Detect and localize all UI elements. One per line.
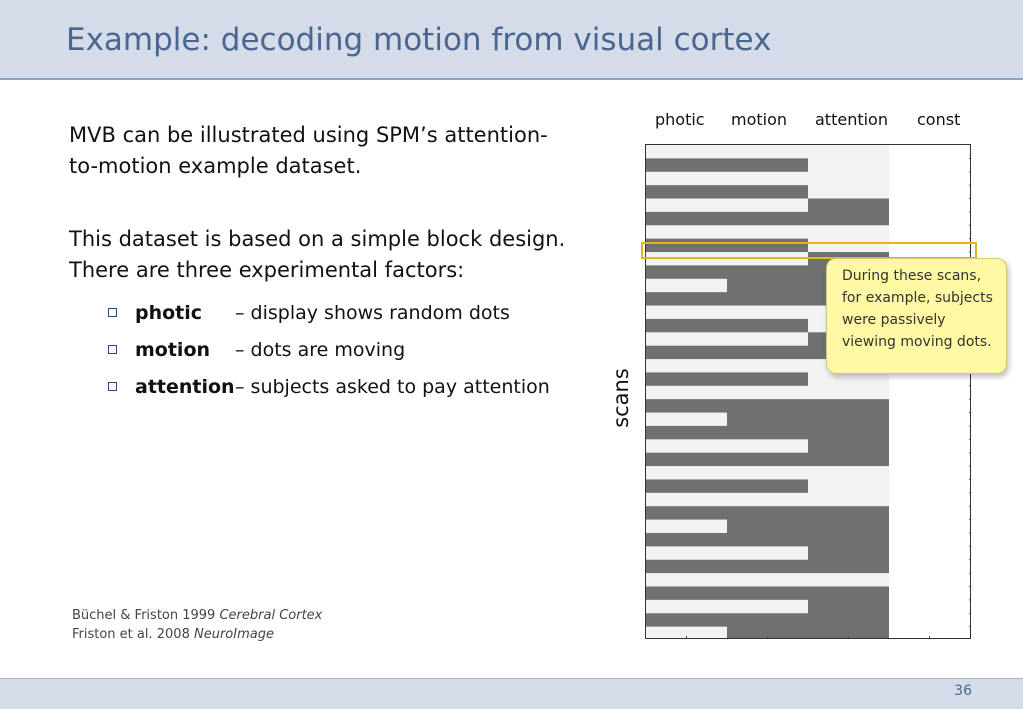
- design-cell: [646, 199, 727, 213]
- design-cell: [808, 199, 889, 213]
- design-cell: [727, 479, 808, 493]
- design-cell: [646, 212, 727, 226]
- design-cell: [727, 506, 808, 520]
- design-cell: [646, 386, 727, 400]
- design-cell: [727, 292, 808, 306]
- design-cell: [727, 359, 808, 373]
- design-cell: [727, 560, 808, 574]
- design-cell: [646, 506, 727, 520]
- design-cell: [808, 506, 889, 520]
- design-cell: [646, 466, 727, 480]
- design-cell: [646, 560, 727, 574]
- design-cell: [808, 172, 889, 186]
- design-cell: [808, 573, 889, 587]
- reference-1: Büchel & Friston 1999 Cerebral Cortex: [72, 608, 323, 623]
- design-cell: [727, 613, 808, 627]
- design-cell: [727, 426, 808, 440]
- design-cell: [808, 520, 889, 534]
- scans-axis-label: scans: [609, 368, 633, 428]
- design-cell: [727, 145, 808, 159]
- design-cell: [727, 600, 808, 614]
- design-cell: [646, 158, 727, 172]
- column-label-motion: motion: [731, 110, 788, 129]
- design-cell: [646, 493, 727, 507]
- square-bullet-icon: [108, 382, 117, 391]
- square-bullet-icon: [108, 308, 117, 317]
- design-cell: [646, 306, 727, 320]
- design-cell: [646, 426, 727, 440]
- design-cell: [727, 372, 808, 386]
- factor-list: [108, 294, 550, 405]
- design-cell: [808, 145, 889, 159]
- factor-item-attention: [108, 368, 550, 405]
- square-bullet-icon: [108, 345, 117, 354]
- design-cell: [727, 332, 808, 346]
- design-cell: [808, 225, 889, 239]
- design-cell: [646, 520, 727, 534]
- design-cell: [646, 546, 727, 560]
- design-cell: [808, 613, 889, 627]
- factor-term: photic: [135, 301, 203, 324]
- design-cell: [646, 453, 727, 467]
- design-cell: [646, 600, 727, 614]
- design-cell: [646, 372, 727, 386]
- design-cell: [646, 399, 727, 413]
- design-cell: [646, 319, 727, 333]
- dataset-paragraph: This dataset is based on a simple block design. There are three experimental factors:: [69, 227, 566, 282]
- column-label-attention: attention: [815, 110, 888, 129]
- column-label-const: const: [917, 110, 961, 129]
- design-cell: [727, 212, 808, 226]
- design-cell: [646, 439, 727, 453]
- factor-term: motion: [135, 338, 211, 361]
- design-cell: [727, 546, 808, 560]
- factor-description: – dots are moving: [235, 338, 406, 361]
- design-cell: [808, 372, 889, 386]
- design-cell: [727, 199, 808, 213]
- design-cell: [727, 413, 808, 427]
- design-cell: [727, 172, 808, 186]
- factor-item-motion: [108, 331, 550, 368]
- design-cell: [646, 185, 727, 199]
- design-cell: [646, 613, 727, 627]
- factor-term: attention: [135, 375, 235, 398]
- design-cell: [727, 466, 808, 480]
- design-cell: [727, 265, 808, 279]
- page-number: 36: [954, 683, 972, 699]
- design-cell: [646, 413, 727, 427]
- design-cell: [646, 346, 727, 360]
- design-cell: [646, 279, 727, 293]
- design-cell: [646, 145, 727, 159]
- design-cell: [727, 399, 808, 413]
- design-cell: [646, 172, 727, 186]
- design-cell: [727, 573, 808, 587]
- design-cell: [727, 346, 808, 360]
- design-cell: [808, 426, 889, 440]
- design-cell: [646, 479, 727, 493]
- references: [72, 606, 322, 644]
- design-cell: [808, 533, 889, 547]
- factor-description: – display shows random dots: [235, 301, 510, 324]
- design-cell: [808, 546, 889, 560]
- design-cell: [808, 493, 889, 507]
- design-cell: [646, 265, 727, 279]
- design-cell: [808, 439, 889, 453]
- design-cell: [727, 225, 808, 239]
- design-matrix: [645, 144, 971, 639]
- design-cell: [808, 453, 889, 467]
- design-cell: [646, 292, 727, 306]
- design-cell: [727, 306, 808, 320]
- design-cell: [808, 466, 889, 480]
- callout-note: During these scans, for example, subjects were passively viewing moving dots.: [826, 258, 1007, 374]
- const-column: [889, 145, 971, 639]
- design-cell: [808, 479, 889, 493]
- intro-paragraph: MVB can be illustrated using SPM’s attention-to-motion example dataset.: [69, 123, 548, 178]
- design-cell: [808, 399, 889, 413]
- design-cell: [808, 212, 889, 226]
- reference-2: Friston et al. 2008 NeuroImage: [72, 627, 274, 642]
- design-cell: [808, 386, 889, 400]
- design-cell: [727, 586, 808, 600]
- column-label-photic: photic: [655, 110, 705, 129]
- design-cell: [727, 279, 808, 293]
- design-cell: [727, 439, 808, 453]
- design-cell: [646, 586, 727, 600]
- design-cell: [808, 413, 889, 427]
- design-cell: [808, 158, 889, 172]
- design-cell: [646, 359, 727, 373]
- slide-footer: [0, 678, 1023, 709]
- factor-item-photic: [108, 294, 550, 331]
- design-cell: [646, 332, 727, 346]
- design-cell: [808, 185, 889, 199]
- design-cell: [727, 185, 808, 199]
- design-cell: [808, 560, 889, 574]
- factor-description: – subjects asked to pay attention: [235, 375, 550, 398]
- design-cell: [727, 453, 808, 467]
- design-cell: [727, 520, 808, 534]
- design-cell: [727, 319, 808, 333]
- design-cell: [646, 225, 727, 239]
- design-cell: [808, 586, 889, 600]
- design-matrix-plot: [646, 145, 971, 639]
- highlighted-scans-box: [641, 242, 977, 259]
- design-cell: [646, 533, 727, 547]
- design-cell: [727, 533, 808, 547]
- slide-title: Example: decoding motion from visual cortex: [66, 22, 772, 58]
- design-cell: [808, 600, 889, 614]
- design-cell: [727, 158, 808, 172]
- design-cell: [646, 573, 727, 587]
- design-cell: [727, 493, 808, 507]
- design-cell: [727, 386, 808, 400]
